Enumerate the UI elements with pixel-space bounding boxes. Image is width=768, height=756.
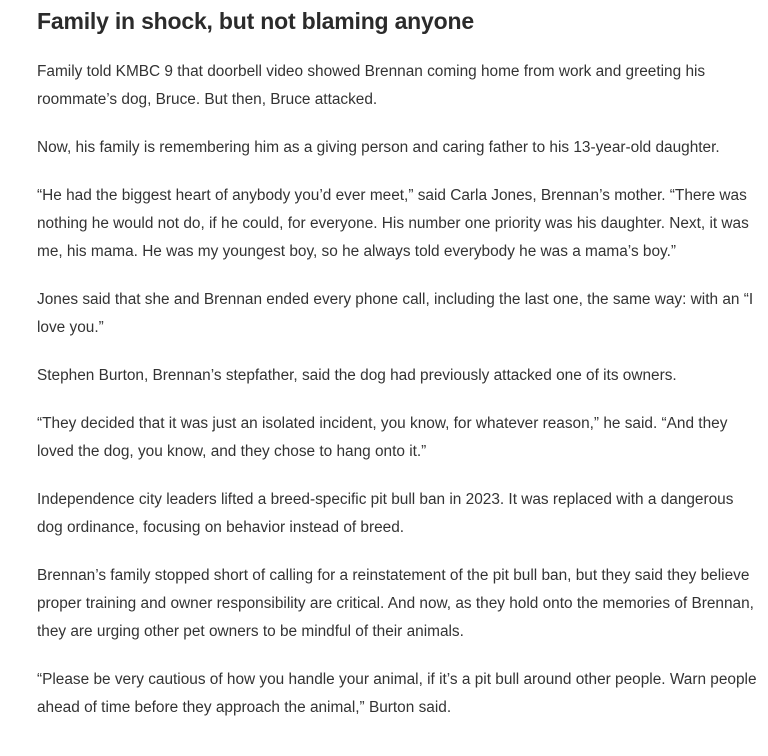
paragraph-stepfather-quote: “They decided that it was just an isolated incident, you know, for whatever reason,” he said. “And they loved the dog, you know, and they chose to hang onto it.” bbox=[37, 415, 728, 460]
paragraph-stepfather: Stephen Burton, Brennan’s stepfather, said the dog had previously attacked one of its owners. bbox=[37, 367, 677, 384]
section-headline: Family in shock, but not blaming anyone bbox=[37, 8, 474, 34]
paragraph-mother-quote: “He had the biggest heart of anybody you’d ever meet,” said Carla Jones, Brennan’s mother. “There was nothing he would not do, if he could, for everyone. His number one priority was his daughter. Next, it was me, his mama. He was my youngest boy, so he always told everybody he was a mama’s boy.” bbox=[37, 187, 749, 260]
paragraph-phone-calls: Jones said that she and Brennan ended every phone call, including the last one, the same way: with an “I love you.” bbox=[37, 291, 754, 336]
paragraph-closing-quote: “Please be very cautious of how you handle your animal, if it’s a pit bull around other people. Warn people ahead of time before they approach the animal,” Burton said. bbox=[37, 671, 757, 716]
paragraph-doorbell-video: Family told KMBC 9 that doorbell video showed Brennan coming home from work and greeting his roommate’s dog, Bruce. But then, Bruce attacked. bbox=[37, 63, 706, 108]
paragraph-family-stance: Brennan’s family stopped short of calling for a reinstatement of the pit bull ban, but they said they believe proper training and owner responsibility are critical. And now, as they hold onto the memories of Brennan, they are urging other pet owners to be mindful of their animals. bbox=[37, 567, 754, 640]
paragraph-breed-ban: Independence city leaders lifted a breed-specific pit bull ban in 2023. It was replaced with a dangerous dog ordinance, focusing on behavior instead of breed. bbox=[37, 491, 734, 536]
paragraph-remembering: Now, his family is remembering him as a giving person and caring father to his 13-year-old daughter. bbox=[37, 139, 720, 156]
